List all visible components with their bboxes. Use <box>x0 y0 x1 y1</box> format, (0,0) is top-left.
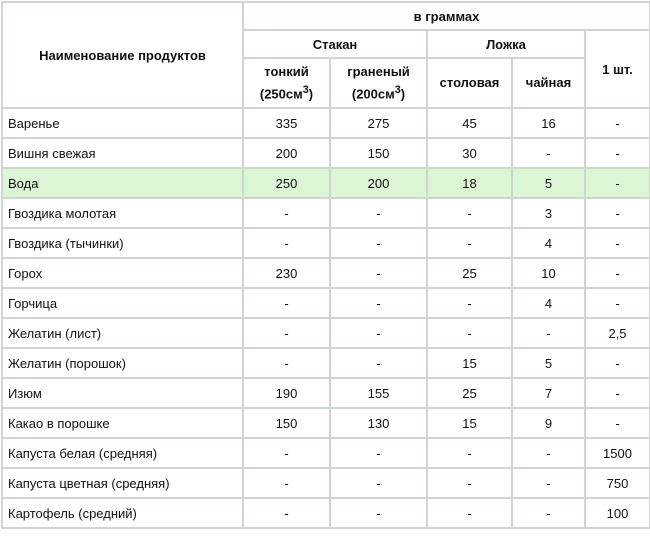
tea-spoon-cell: - <box>512 438 585 468</box>
table-body <box>2 108 650 528</box>
table-spoon-cell: 45 <box>427 108 512 138</box>
table-row <box>2 258 650 288</box>
table-spoon-header: столовая <box>427 58 512 108</box>
table-row <box>2 228 650 258</box>
faceted-glass-cell: - <box>330 468 427 498</box>
piece-cell: - <box>585 348 650 378</box>
table-row <box>2 438 650 468</box>
thin-glass-cell: 150 <box>243 408 330 438</box>
tea-spoon-cell: - <box>512 498 585 528</box>
faceted-glass-cell: 200 <box>330 168 427 198</box>
tea-spoon-cell: 9 <box>512 408 585 438</box>
tea-spoon-cell: 4 <box>512 288 585 318</box>
table-spoon-cell: - <box>427 438 512 468</box>
table-spoon-cell: - <box>427 198 512 228</box>
piece-cell: 100 <box>585 498 650 528</box>
tea-spoon-cell: 3 <box>512 198 585 228</box>
table-row <box>2 108 650 138</box>
table-row <box>2 498 650 528</box>
table-row <box>2 348 650 378</box>
product-name-cell: Горчица <box>2 288 243 318</box>
thin-glass-cell: 250 <box>243 168 330 198</box>
faceted-glass-unit-exp: 3 <box>394 83 401 96</box>
thin-glass-unit-exp: 3 <box>302 83 309 96</box>
table-spoon-cell: - <box>427 498 512 528</box>
faceted-glass-cell: 130 <box>330 408 427 438</box>
table-row-highlighted <box>2 168 650 198</box>
product-column-header: Наименование продуктов <box>2 2 243 108</box>
faceted-glass-cell: - <box>330 348 427 378</box>
product-name-cell: Горох <box>2 258 243 288</box>
faceted-glass-volume: (200см <box>351 86 395 102</box>
faceted-glass-cell: 150 <box>330 138 427 168</box>
tea-spoon-cell: 16 <box>512 108 585 138</box>
piece-cell: 750 <box>585 468 650 498</box>
piece-cell: 1500 <box>585 438 650 468</box>
piece-cell: - <box>585 168 650 198</box>
table-spoon-cell: 25 <box>427 258 512 288</box>
faceted-glass-paren: ) <box>400 86 406 102</box>
product-name-cell: Гвоздика (тычинки) <box>2 228 243 258</box>
tea-spoon-cell: 5 <box>512 168 585 198</box>
table-spoon-cell: 25 <box>427 378 512 408</box>
table-spoon-cell: 15 <box>427 408 512 438</box>
faceted-glass-header <box>330 58 427 108</box>
faceted-glass-cell: - <box>330 318 427 348</box>
thin-glass-label: тонкий <box>264 63 309 79</box>
piece-cell: - <box>585 138 650 168</box>
thin-glass-cell: 190 <box>243 378 330 408</box>
faceted-glass-label: граненый <box>347 63 410 79</box>
grams-group-header: в граммах <box>243 2 650 30</box>
table-row <box>2 468 650 498</box>
faceted-glass-cell: 275 <box>330 108 427 138</box>
thin-glass-cell: - <box>243 438 330 468</box>
table-spoon-cell: - <box>427 468 512 498</box>
table-row <box>2 138 650 168</box>
product-name-cell: Желатин (порошок) <box>2 348 243 378</box>
thin-glass-cell: - <box>243 498 330 528</box>
tea-spoon-cell: 7 <box>512 378 585 408</box>
faceted-glass-cell: 155 <box>330 378 427 408</box>
measures-table <box>1 1 650 529</box>
table-spoon-cell: - <box>427 288 512 318</box>
tea-spoon-cell: - <box>512 138 585 168</box>
table-row <box>2 288 650 318</box>
piece-cell: - <box>585 258 650 288</box>
thin-glass-header <box>243 58 330 108</box>
product-name-cell: Картофель (средний) <box>2 498 243 528</box>
faceted-glass-cell: - <box>330 228 427 258</box>
product-name-cell: Капуста белая (средняя) <box>2 438 243 468</box>
tea-spoon-header: чайная <box>512 58 585 108</box>
table-row <box>2 378 650 408</box>
product-name-cell: Вода <box>2 168 243 198</box>
product-name-cell: Гвоздика молотая <box>2 198 243 228</box>
product-name-cell: Вишня свежая <box>2 138 243 168</box>
thin-glass-volume: (250см <box>259 86 303 102</box>
faceted-glass-cell: - <box>330 288 427 318</box>
thin-glass-cell: - <box>243 348 330 378</box>
tea-spoon-cell: 4 <box>512 228 585 258</box>
piece-cell: 2,5 <box>585 318 650 348</box>
tea-spoon-cell: - <box>512 318 585 348</box>
piece-cell: - <box>585 228 650 258</box>
piece-cell: - <box>585 378 650 408</box>
piece-cell: - <box>585 408 650 438</box>
table-spoon-cell: 18 <box>427 168 512 198</box>
tea-spoon-cell: 10 <box>512 258 585 288</box>
faceted-glass-cell: - <box>330 438 427 468</box>
piece-cell: - <box>585 198 650 228</box>
thin-glass-cell: - <box>243 198 330 228</box>
tea-spoon-cell: - <box>512 468 585 498</box>
product-name-cell: Варенье <box>2 108 243 138</box>
thin-glass-cell: - <box>243 318 330 348</box>
product-name-cell: Капуста цветная (средняя) <box>2 468 243 498</box>
faceted-glass-cell: - <box>330 258 427 288</box>
thin-glass-cell: 335 <box>243 108 330 138</box>
thin-glass-paren: ) <box>308 86 314 102</box>
table-spoon-cell: 30 <box>427 138 512 168</box>
product-name-cell: Какао в порошке <box>2 408 243 438</box>
tea-spoon-cell: 5 <box>512 348 585 378</box>
thin-glass-cell: - <box>243 468 330 498</box>
piece-column-header: 1 шт. <box>585 30 650 108</box>
table-spoon-cell: - <box>427 318 512 348</box>
table-row <box>2 198 650 228</box>
glass-group-header: Стакан <box>243 30 427 58</box>
table-spoon-cell: - <box>427 228 512 258</box>
thin-glass-cell: - <box>243 288 330 318</box>
thin-glass-cell: 200 <box>243 138 330 168</box>
spoon-group-header: Ложка <box>427 30 585 58</box>
piece-cell: - <box>585 108 650 138</box>
faceted-glass-cell: - <box>330 198 427 228</box>
product-name-cell: Изюм <box>2 378 243 408</box>
table-header <box>2 2 650 108</box>
thin-glass-cell: 230 <box>243 258 330 288</box>
piece-cell: - <box>585 288 650 318</box>
table-row <box>2 318 650 348</box>
table-spoon-cell: 15 <box>427 348 512 378</box>
table-row <box>2 408 650 438</box>
product-name-cell: Желатин (лист) <box>2 318 243 348</box>
faceted-glass-cell: - <box>330 498 427 528</box>
thin-glass-cell: - <box>243 228 330 258</box>
